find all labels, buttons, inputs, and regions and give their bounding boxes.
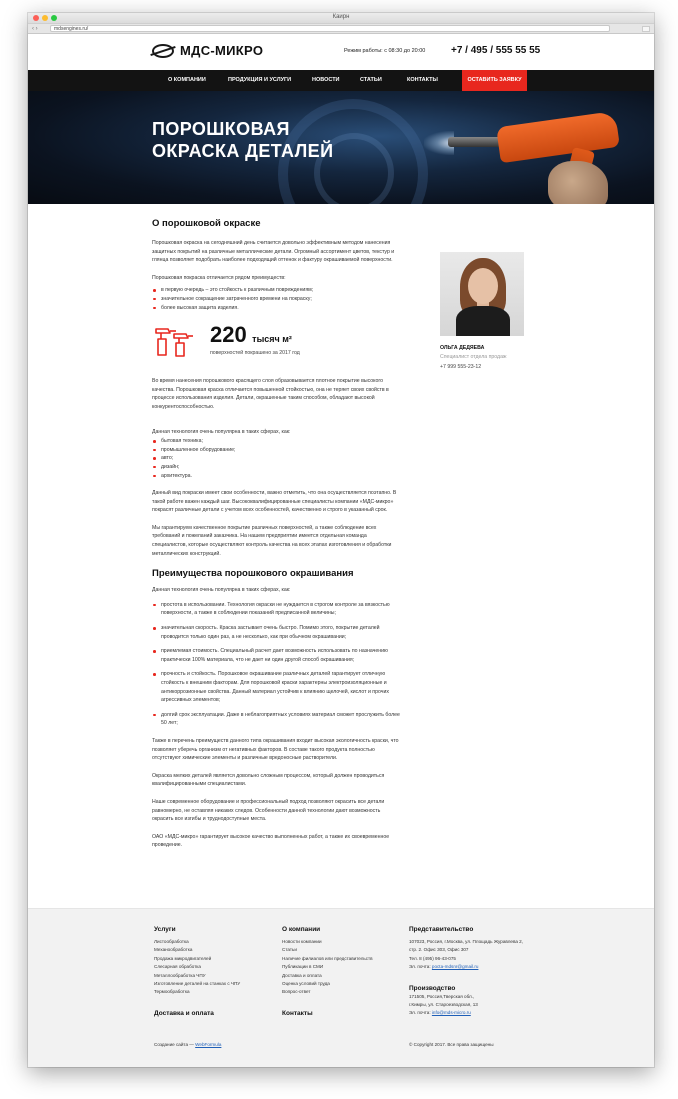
list-item: более высокая защита изделия. xyxy=(152,304,402,313)
benefits-list xyxy=(152,286,402,312)
site-header xyxy=(28,34,654,70)
url-field[interactable]: mdsengines.ru/ xyxy=(50,25,610,32)
nav-item-about[interactable]: О КОМПАНИИ xyxy=(168,77,206,83)
footer-heading[interactable]: Контакты xyxy=(282,1009,313,1017)
stat-caption: поверхностей покрашено за 2017 год xyxy=(210,350,300,357)
footer-addresses xyxy=(409,925,523,1018)
phone-line: Тел. 8 (495) 96-43-075 xyxy=(409,955,456,961)
footer-services xyxy=(154,925,240,1018)
address-line: г.Кимры, ул. Староезводская, 13 xyxy=(409,1002,478,1008)
footer-link[interactable]: Металлообработка ЧПУ xyxy=(154,972,206,978)
article-heading: О порошковой окраске xyxy=(152,218,261,229)
stat-unit: тысяч м² xyxy=(252,334,292,345)
contact-role: Специалист отдела продаж xyxy=(440,354,507,360)
paragraph: Во время нанесения порошкового красящего слоя образовывается плотное покрытие высокого качества. Порошковая краска отличается повышенной стойкостью, она не теряет своих свойств в процессе использования изделия. Детали, окрашенные таким способом, обладают высокой конкурентоспособностью. xyxy=(152,378,389,410)
footer-heading[interactable]: Услуги xyxy=(154,926,176,933)
header-phone[interactable]: +7 / 495 / 555 55 55 xyxy=(451,45,541,56)
address-line: 171505, Россия,Тверская обл., xyxy=(409,993,475,999)
paragraph: Также в перечень преимуществ данного типа окрашивания входит высокая экологичность краски, что позволяет уберечь организм от негативных факторов. В составе такого продукта полностью отсутствуют химические элементы и различные вредоносные растворители. xyxy=(152,737,399,762)
paragraph: ОАО «МДС-микро» гарантирует высокое качество выполненных работ, а также их своевременное проведение. xyxy=(152,833,390,849)
footer-heading: Производство xyxy=(409,984,456,992)
hand-image xyxy=(548,161,608,204)
credit-link[interactable]: WebFormula xyxy=(195,1042,222,1047)
list-item: значительное сокращение затраченного времени на покраску; xyxy=(152,295,402,304)
address-line: 107023, Россия, г.Москва, ул. Площадь Журавлева 2, xyxy=(409,939,523,944)
forward-arrow-icon[interactable]: › xyxy=(35,25,38,32)
photo-face xyxy=(468,268,498,304)
footer-link[interactable]: Вопрос-ответ xyxy=(282,989,311,995)
stat-block xyxy=(152,321,402,361)
footer-link[interactable]: Продажа микродвигателей xyxy=(154,955,212,961)
paragraph: Данная технология очень популярна в таких сферах, как: xyxy=(152,428,291,435)
list-item: долгий срок эксплуатации. Даже в неблагоприятных условиях материал сможет прослужить более 50 лет; xyxy=(152,711,402,728)
paragraph: Окраска мелких деталей является довольно сложным процессом, который должен проводиться квалифицированными специалистами. xyxy=(152,772,385,788)
footer-link[interactable]: Листообработка xyxy=(154,939,189,944)
contact-card xyxy=(440,252,530,370)
contact-phone[interactable]: +7 999 555-23-12 xyxy=(440,364,482,370)
footer-link[interactable]: Статьи xyxy=(282,947,297,953)
list-item: значительная скорость. Краска застывает очень быстро. Помимо этого, покрытие деталей проводится только один раз, а не несколько, как при обычном окрашивании; xyxy=(152,624,402,641)
paragraph: Данный вид покраски имеет свои особенности, важно отметить, что она осуществляется поэтапно. В такой работе важен каждый шаг. Высококвалифицированные специалисты компании «МДС-микро» покрасят различные детали с учетом всех особенностей, качественно и строго в указанный срок. xyxy=(152,490,397,514)
nav-item-products[interactable]: ПРОДУКЦИЯ И УСЛУГИ xyxy=(228,77,292,83)
address-bar xyxy=(28,24,654,34)
browser-titlebar xyxy=(28,13,654,24)
footer-link[interactable]: Механообработка xyxy=(154,947,193,953)
footer-about xyxy=(282,925,373,1018)
paragraph: Порошковая окраска на сегодняшний день считается довольно эффективным методом нанесения защитных покрытий на различные металлические детали. Огромный ассортимент цветов, текстур и глянца позволяет подобрать наиболее подходящий оттенок и фактуру окрашиваемой поверхности. xyxy=(152,240,395,264)
spheres-list xyxy=(152,437,402,480)
site-credit xyxy=(154,1042,221,1047)
contact-photo xyxy=(440,252,524,336)
list-item: прочность и стойкость. Порошковое окрашивание различных деталей гарантирует отличную стойкость к внешним факторам. Для порошковой краски характерны электроизоляционные и антикоррозионные свойства. Данный материал устойчив к влиянию щелочей, кислот и прочих агрессивных элементов; xyxy=(152,670,402,704)
list-item: простота в использовании. Технология окраски не нуждается в строгом контроле за вязкостью поверхности, а также в соблюдении показаний предписанной величины; xyxy=(152,601,402,618)
copyright: © Copyright 2017. Все права защищены xyxy=(409,1042,494,1047)
email-label: Эл. почта: xyxy=(409,964,431,970)
list-item: архитектура. xyxy=(152,472,402,481)
list-item: авто; xyxy=(152,454,402,463)
site-footer xyxy=(28,908,654,1067)
address-line: стр. 2. Офис 303, Офис 307 xyxy=(409,947,469,953)
spray-gun-image xyxy=(496,111,620,163)
footer-link[interactable]: Доставка и оплата xyxy=(282,972,322,978)
list-item: бытовая техника; xyxy=(152,437,402,446)
advantages-heading: Преимущества порошкового окрашивания xyxy=(152,568,354,580)
photo-body xyxy=(456,306,510,336)
spray-guns-icon xyxy=(152,324,196,358)
browser-window xyxy=(28,13,654,1067)
list-item: промышленное оборудование; xyxy=(152,446,402,455)
list-item: приемлемая стоимость. Специальный расчет дает возможность использовать по назначению практически 100% материала, что не дает ни один другой способ окрашивания; xyxy=(152,647,402,664)
hero-title-line1: ПОРОШКОВАЯ xyxy=(152,119,290,139)
paragraph: Мы гарантируем качественное покрытие различных поверхностей, а также соблюдение всех требований и пожеланий заказчика. На нашем предприятии имеется отдельная команда специалистов, которые осуществляют контроль качества на всех этапах изготовления и обработки металлических конструкций. xyxy=(152,524,392,557)
hero-title xyxy=(152,118,333,162)
list-item: дизайн; xyxy=(152,463,402,472)
site-logo[interactable] xyxy=(152,43,263,58)
window-title: Каирн xyxy=(332,14,350,20)
spray-gun-nozzle xyxy=(448,137,504,147)
email-line xyxy=(409,963,523,971)
footer-link[interactable]: Слесарная обработка xyxy=(154,964,201,970)
footer-heading[interactable]: Доставка и оплата xyxy=(154,1009,214,1017)
footer-link[interactable]: Оценка условий труда xyxy=(282,981,330,987)
hero-banner xyxy=(28,91,654,204)
nav-item-news[interactable]: НОВОСТИ xyxy=(312,77,340,83)
contact-name: ОЛЬГА ДЕДЯЕВА xyxy=(440,345,485,351)
main-nav xyxy=(28,70,654,91)
stat-text xyxy=(210,324,300,358)
nav-item-articles[interactable]: СТАТЬИ xyxy=(360,77,382,83)
browser-nav[interactable] xyxy=(32,26,50,32)
footer-link[interactable]: Публикации в СМИ xyxy=(282,964,324,970)
hero-title-line2: ОКРАСКА ДЕТАЛЕЙ xyxy=(152,141,334,161)
email-line xyxy=(409,1009,523,1017)
reader-icon[interactable] xyxy=(642,26,650,32)
list-item: в первую очередь – это стойкость к различным повреждениям; xyxy=(152,286,402,295)
footer-heading[interactable]: О компании xyxy=(282,926,321,933)
footer-link[interactable]: Новости компании xyxy=(282,939,322,944)
footer-link[interactable]: Изготовление деталей на станках с ЧПУ xyxy=(154,981,241,987)
article xyxy=(152,218,402,859)
paragraph: Данная технология очень популярна в таких сферах, как: xyxy=(152,587,291,594)
email-label: Эл. почта: xyxy=(409,1010,431,1016)
logo-icon xyxy=(152,44,174,58)
credit-label: Создание сайта — xyxy=(154,1042,194,1047)
request-button[interactable]: ОСТАВИТЬ ЗАЯВКУ xyxy=(462,70,527,91)
working-hours: Режим работы: с 08:30 до 20:00 xyxy=(344,48,426,54)
email-link[interactable]: pocta-mdsnr@gmail.ru xyxy=(431,964,479,970)
footer-link[interactable]: Термообработка xyxy=(154,989,190,995)
email-link[interactable]: info@mds-micro.ru xyxy=(431,1010,471,1016)
back-arrow-icon[interactable]: ‹ xyxy=(32,25,34,32)
paragraph: Порошковая покраска отличается рядом преимуществ: xyxy=(152,274,286,281)
footer-heading: Представительство xyxy=(409,926,474,933)
footer-link[interactable]: Наличие филиалов или представительств xyxy=(282,955,373,961)
advantages-list xyxy=(152,601,402,728)
stat-number: 220 xyxy=(210,322,247,348)
nav-item-contacts[interactable]: КОНТАКТЫ xyxy=(407,77,438,83)
logo-text: МДС-МИКРО xyxy=(180,43,264,58)
paragraph: Наше современное оборудование и профессиональный подход позволяют окрасить все детали равномерно, не оставляя никаких следов. Особенности данной технологии дают возможность окрасить все изгибы и труднодоступные места. xyxy=(152,798,385,823)
